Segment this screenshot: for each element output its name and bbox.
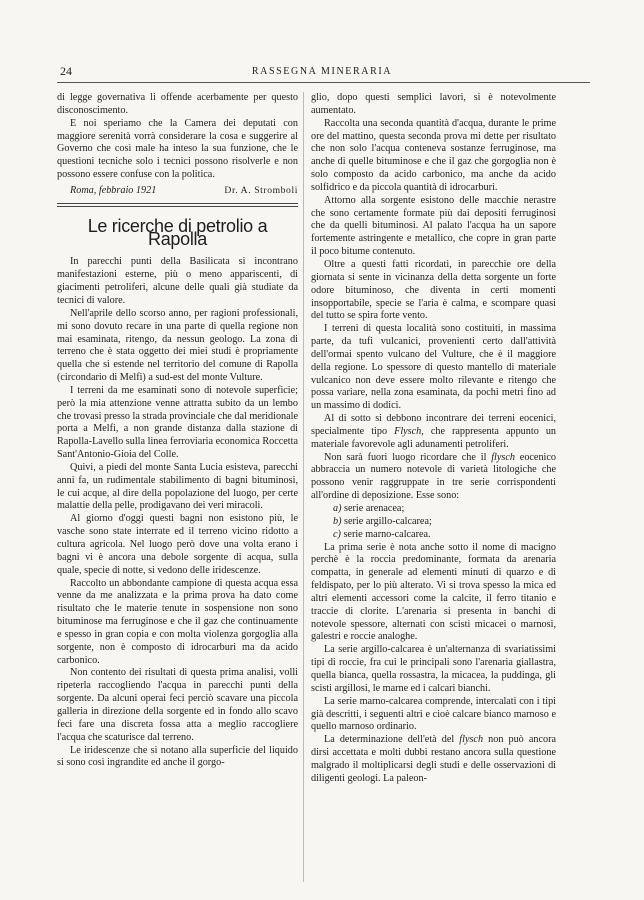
article-paragraph: I terreni da me esaminati sono di notevole superficie; però la mia attenzione venne attratta subito da un lembo che trovasi presso la strada provinciale che dal meridionale porta a Melfi, a non grande distanza dalla stazione di Rapolla-Lavello sulla linea ferroviaria economica Roccetta Sant'Antonio-Gioia del Colle. <box>57 384 299 461</box>
list-letter: c) <box>333 528 341 540</box>
article-paragraph: glio, dopo questi semplici lavori, si è notevolmente aumentato. <box>311 92 556 116</box>
dateline <box>57 185 298 198</box>
page-number: 24 <box>60 64 72 78</box>
list-letter: b) <box>333 515 342 527</box>
article-paragraph <box>311 452 556 503</box>
author-signature: Dr. A. Stromboli <box>224 184 298 196</box>
article-paragraph: I terreni di questa località sono costituiti, in massima parte, da tufi vulcanici, provenienti certo dall'attività dell'ormai spento vulcano del Vulture, che è il maggiore della regione. Lo spessore di questo mantello di materiale vulcanico non deve essere molto rilevante e ritengo che possa variare, nella zona esaminata, da pochi metri fino ad un massimo di dodici. <box>311 323 556 412</box>
article-paragraph: Le iridescenze che si notano alla superficie del liquido si sono così ingrandite ed anche il gorgo- <box>57 744 298 769</box>
left-column <box>57 92 298 770</box>
list-text: serie arenacea; <box>344 503 405 514</box>
list-item <box>333 529 556 542</box>
italic-term: flysch <box>459 734 484 746</box>
text-run: , che rappresenta appunto un materiale favorevole agli adunamenti petroliferi. <box>311 425 557 450</box>
section-rule <box>57 206 298 207</box>
article-paragraph: Raccolta una seconda quantità d'acqua, durante le prime ore del mattino, questa seconda prova mi dette per risultato che non solo l'acqua conteneva sostanze ferruginose, ma anche di quelle bituminose e che il gaz che gorgoglia non è solo composto da acido carbonico, ma anche da acido solfidrico e da piccola quantità di idrocarburi. <box>311 117 556 193</box>
list-text: serie marno-calcarea. <box>343 528 431 540</box>
article-paragraph <box>311 413 556 452</box>
section-rule <box>57 203 298 204</box>
article-paragraph: Non contento dei risultati di questa prima analisi, volli ripeterla raccogliendo l'acqua in parecchi punti della sorgente. Da alcuni operai feci perciò scavare una piccola galleria in direzione della sorgente ed in fondo allo scavo feci fare una discreta fossa atta a meglio raccogliere l'acqua che scaturisce dal terreno. <box>57 667 298 743</box>
article-paragraph: Nell'aprile dello scorso anno, per ragioni professionali, mi sono dovuto recare in una parte di quella regione non mai esaminata, ritengo, da nessun geologo. La zona di terreno che è stata oggetto dei miei studi è propriamente quella che si estende nel territorio del comune di Rapolla (circondario di Melfi) a sud-est del monte Vulture. <box>57 307 298 384</box>
prev-article-paragraph: di legge governativa li offende acerbamente per questo disconoscimento. <box>57 92 298 116</box>
column-divider <box>303 92 304 882</box>
list-text: serie argillo-calcarea; <box>344 515 432 527</box>
article-paragraph: In parecchi punti della Basilicata si incontrano manifestazioni esterne, più o meno appariscenti, di giacimenti petroliferi, alcune delle quali già studiate da tecnici di valore. <box>57 256 298 306</box>
right-column <box>311 92 556 786</box>
article-paragraph <box>311 734 556 785</box>
text-run: Al di sotto si debbono incontrare dei terreni eocenici, specialmente tipo <box>311 413 556 437</box>
article-paragraph: Quivi, a piedi del monte Santa Lucia esisteva, parecchi anni fa, un rudimentale stabilimento di bagni bituminosi, le cui acque, al dire della popolazione del luogo, per certe malattie della pelle, prodigavano dei veri miracoli. <box>57 461 298 512</box>
article-paragraph: Attorno alla sorgente esistono delle macchie nerastre che sono certamente formate più dai depositi ferruginosi che da quelli bituminosi. Al palato l'acqua ha un sapore fortemente astringente e metallico, che copre in gran parte il poco bitume contenuto. <box>311 194 556 258</box>
article-paragraph: La serie argillo-calcarea è un'alternanza di svariatissimi tipi di roccie, fra cui le principali sono l'arenaria giallastra, quella bianca, quella rossastra, la micacea, la puddinga, gli scisti argillosi, le marne ed i calcari bianchi. <box>311 644 556 694</box>
series-list <box>311 503 556 542</box>
article-paragraph: Al giorno d'oggi questi bagni non esistono più, le vasche sono state interrate ed il terreno vicino ridotto a cultura agricola. Nel luogo però dove una volta erano i bagni vi è ancora una debole sorgente di acqua, sulla quale, specie di notte, si vedono delle iridescenze. <box>57 513 298 576</box>
article-title: Le ricerche di petrolio a Rapolla <box>87 215 268 249</box>
italic-term: flysch <box>491 451 515 463</box>
prev-article-paragraph: E noi speriamo che la Camera dei deputati con maggiore serenità vorrà considerare la cosa e suggerire al Governo che così male ha inteso la sua funzione, che le questioni tecniche solo i tecnici possono risolverle e non possono essere confuse con la politica. <box>57 117 298 181</box>
running-title: RASSEGNA MINERARIA <box>251 66 393 77</box>
article-date: Roma, febbraio 1921 <box>70 184 157 196</box>
article-paragraph: Raccolto un abbondante campione di questa acqua essa venne da me analizzata e la prima prova ha dato come risultato che le materie tenute in sospensione non sono bituminose ma ferruginose e che il gaz che continuamente e spesso in gran copia e con molta violenza gorgoglia alla sorgente, non è composto di idrocarburi ma da acido carbonico. <box>57 577 298 666</box>
header-rule <box>57 82 590 83</box>
text-run: non può ancora dirsi accettata e molti dubbi restano ancora sulla questione malgrado il moltiplicarsi degli studi e delle osservazioni di diligenti geologi. La paleon- <box>311 734 556 784</box>
text-run: eocenico abbraccia un numero notevole di varietà litologiche che possono venir raggruppate in tre serie corrispondenti all'ordine di deposizione. Esse sono: <box>311 451 556 502</box>
list-item <box>333 516 556 529</box>
article-paragraph: Oltre a questi fatti ricordati, in parecchie ore della giornata si sente in vicinanza della detta sorgente un forte odore bituminoso, che diventa in certi momenti insopportabile, specie se l'aria è calma, e scompare quasi del tutto se spira forte vento. <box>311 258 556 322</box>
article-paragraph: La serie marno-calcarea comprende, intercalati con i tipi già descritti, i seguenti altri e cioè calcare bianco marnoso e quello marnoso ordinario. <box>311 695 556 733</box>
article-paragraph: La prima serie è nota anche sotto il nome di macigno perchè è la roccia predominante, formata da arenaria compatta, in generale ad elementi minuti di quarzo e di feldispato, per lo più alterato. Vi si trova spesso la mica ed altri elementi accessori come la calcite, il ferro titanio e traccie di clorite. L'arenaria si presenta in banchi di notevole spessore, alternati con scisti micacei o marnosi, galestri e roccie analoghe. <box>311 541 556 643</box>
list-item <box>333 503 556 516</box>
italic-term: Flysch <box>394 425 422 437</box>
text-run: La determinazione dell'età del <box>324 734 460 746</box>
text-run: Non sarà fuori luogo ricordare che il <box>324 451 492 463</box>
list-letter: a) <box>333 503 342 514</box>
